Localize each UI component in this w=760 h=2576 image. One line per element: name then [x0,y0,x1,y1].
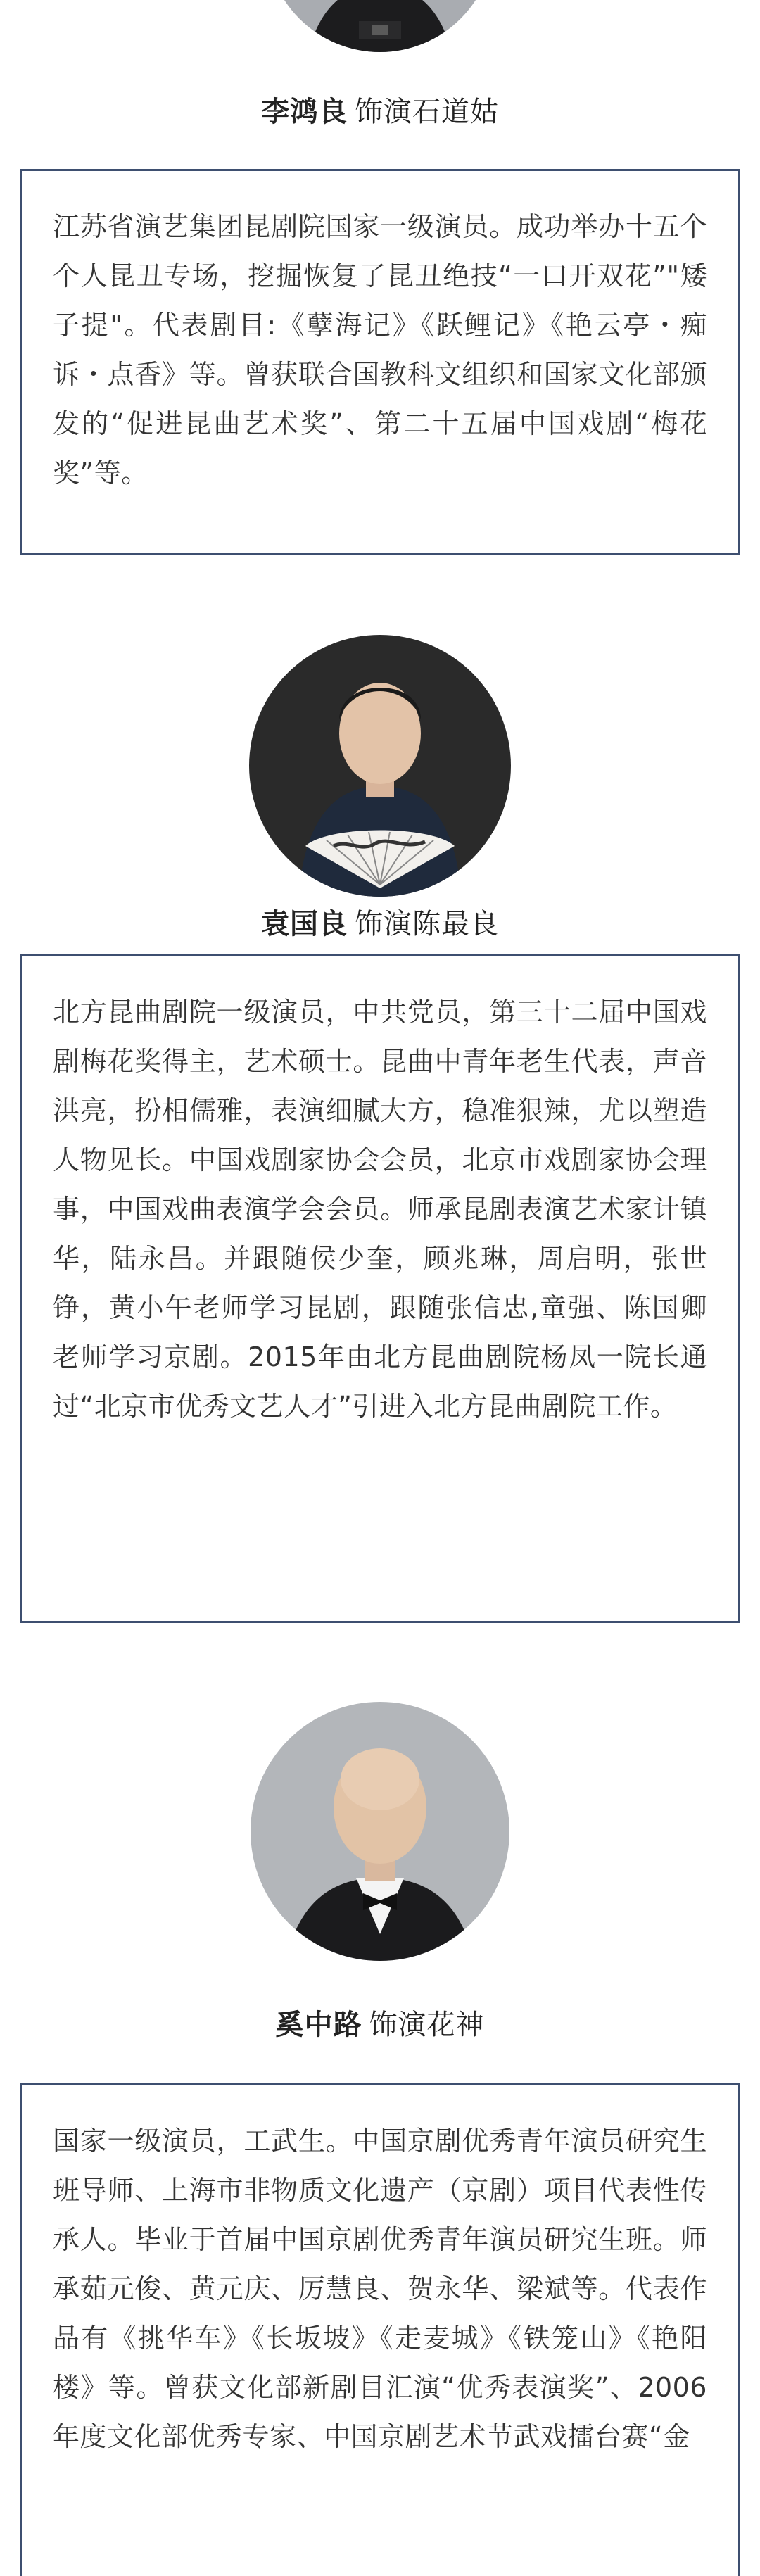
actor-name-2: 袁国良 [261,908,348,940]
actor-name-1: 李鸿良 [261,96,348,128]
portrait-1-image [266,0,494,52]
bio-text-1: 江苏省演艺集团昆剧院国家一级演员。成功举办十五个个人昆丑专场，挖掘恢复了昆丑绝技“一口开双花”"矮子提"。代表剧目:《孽海记》《跃鲤记》《艳云亭・痴诉・点香》等。曾获联合国教科文组织和国家文化部颁发的“促进昆曲艺术奖”、第二十五届中国戏剧“梅花奖”等。 [53,211,707,488]
bio-box-2 [20,954,740,1623]
actor-name-3: 奚中路 [275,2009,362,2041]
bio-text-2: 北方昆曲剧院一级演员，中共党员，第三十二届中国戏剧梅花奖得主，艺术硕士。昆曲中青年老生代表，声音洪亮，扮相儒雅，表演细腻大方，稳准狠辣，尤以塑造人物见长。中国戏剧家协会会员，北京市戏剧家协会理事，中国戏曲表演学会会员。师承昆剧表演艺术家计镇华，陆永昌。并跟随侯少奎，顾兆琳，周启明，张世铮，黄小午老师学习昆剧，跟随张信忠,童强、陈国卿老师学习京剧。2015年由北方昆曲剧院杨凤一院长通过“北京市优秀文艺人才”引进入北方昆曲剧院工作。 [53,997,707,1422]
portrait-2-image [249,635,511,897]
role-name-3: 饰演花神 [369,2009,485,2041]
bio-box-3 [20,2083,740,2576]
role-name-2: 饰演陈最良 [355,908,499,940]
name-line-2 [0,907,760,942]
role-name-1: 饰演石道姑 [355,96,499,128]
bio-box-1 [20,169,740,555]
name-line-3 [0,2007,760,2043]
avatar-1 [266,0,494,52]
bio-text-3: 国家一级演员，工武生。中国京剧优秀青年演员研究生班导师、上海市非物质文化遗产（京剧）项目代表性传承人。毕业于首届中国京剧优秀青年演员研究生班。师承茹元俊、黄元庆、厉慧良、贺永华、梁斌等。代表作品有《挑华车》《长坂坡》《走麦城》《铁笼山》《艳阳楼》等。曾获文化部新剧目汇演“优秀表演奖”、2006年度文化部优秀专家、中国京剧艺术节武戏擂台赛“金 [53,2126,707,2452]
portrait-3-image [251,1702,509,1961]
name-line-1 [0,94,760,130]
avatar-2 [249,635,511,897]
avatar-3 [251,1702,509,1961]
